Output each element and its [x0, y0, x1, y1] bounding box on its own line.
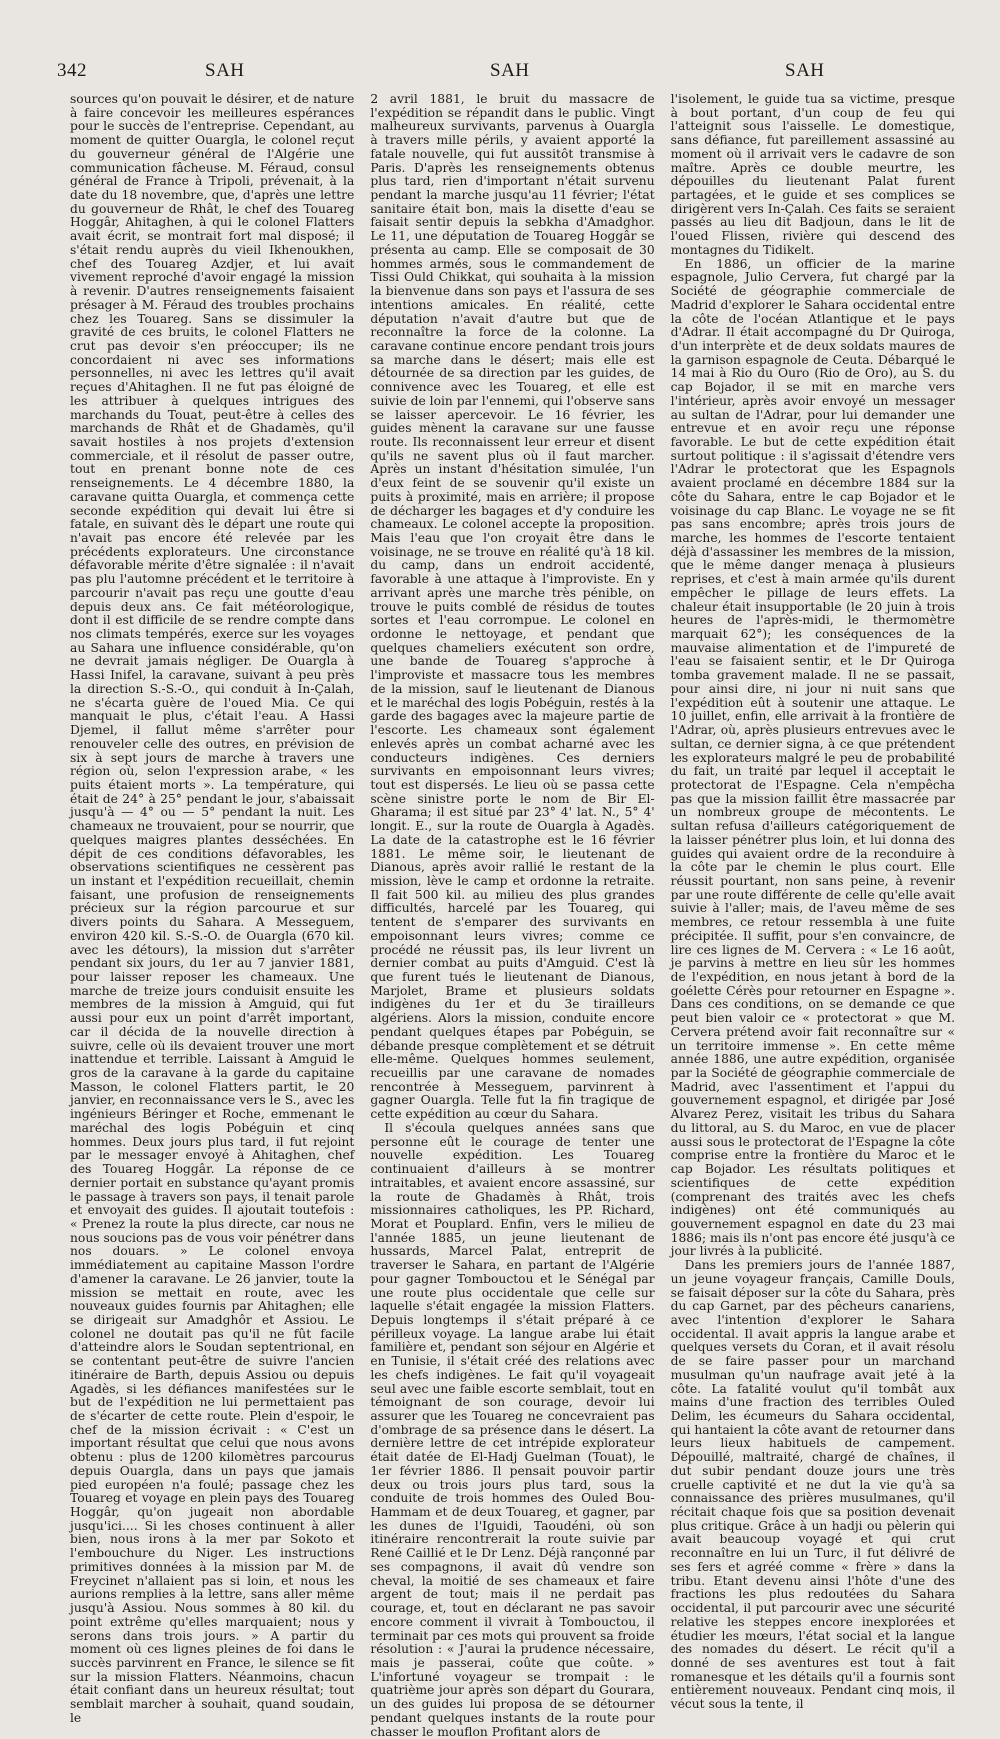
paragraph: Il s'écoula quelques années sans que personne eût le courage de tenter une nouvelle expédition. Les Touareg continuaient d'ailleurs à se montrer intraitables, et avaient encore assassiné, sur la route de Ghadamès à Rhât, trois missionnaires catholiques, les PP. Richard, Morat et Pouplard. Enfin, vers le milieu de l'année 1885, un jeune lieutenant de hussards, Marcel Palat, entreprit de traverser le Sahara, en partant de l'Algérie pour gagner Tombouctou et le Sénégal par une route plus occidentale que celle sur laquelle s'était engagée la mission Flatters. Depuis longtemps il s'était préparé à ce périlleux voyage. La langue arabe lui était familière et, pendant son séjour en Algérie et en Tunisie, il s'était créé des relations avec les chefs indigènes. Le fait qu'il voyageait seul avec une faible escorte semblait, tout en témoignant de son courage, devoir lui assurer que les Touareg ne concevraient pas d'ombrage de sa présence dans le désert. La dernière lettre de cet intrépide explorateur était datée de El-Hadj Guelman (Touat), le 1er février 1886. Il pensait pouvoir partir deux ou trois jours plus tard, sous la conduite de trois hommes des Ouled Bou-Hammam et de deux Touareg, et gagner, par les dunes de l'Iguidi, Taoudéni, où son itinéraire rencontrerait la route suivie par René Caillié et le Dr Lenz. Déjà rançonné par ses compagnons, il avait dû vendre son cheval, la moitié de ses chameaux et faire argent de tout; mais il ne perdait pas courage, et, tout en déclarant ne pas savoir encore comment il vivrait à Tombouctou, il terminait par ces mots qui prouvent sa froide résolution : « J'aurai la prudence nécessaire, mais je passerai, coûte que coûte. » L'infortuné voyageur se trompait : le quatrième jour après son départ du Gourara, un des guides lui proposa de se détourner pendant quelques instants de la route pour chasser le mouflon Profitant alors de — [370, 1120, 655, 1739]
paragraph: Dans les premiers jours de l'année 1887, un jeune voyageur français, Camille Douls, se faisait déposer sur la côte du Sahara, près du cap Garnet, par des pêcheurs canariens, avec l'intention d'explorer le Sahara occidental. Il avait appris la langue arabe et quelques versets du Coran, et il avait résolu de se faire passer pour un marchand musulman qu'un naufrage avait jeté à la côte. La fatalité voulut qu'il tombât aux mains d'une fraction des terribles Ouled Delim, les écumeurs du Sahara occidental, qui hantaient la côte avant de retourner dans leurs lieux habituels de campement. Dépouillé, maltraité, chargé de chaînes, il dut subir pendant douze jours une très cruelle captivité et ne dut la vie qu'à sa connaissance des prières musulmanes, qu'il récitait chaque fois que sa position devenait plus critique. Grâce à un hadji ou pèlerin qui avait beaucoup voyagé et qui crut reconnaître en lui un Turc, il fut délivré de ses fers et agréé comme « frère » dans la tribu. Etant devenu ainsi l'hôte d'une des fractions les plus redoutées du Sahara occidental, il put parcourir avec une sécurité relative les steppes encore inexplorées et étudier les mœurs, l'état social et la langue des nomades du désert. Le récit qu'il a donné de ses aventures est tout à fait romanesque et les détails qu'il a fournis sont entièrement nouveaux. Pendant cinq mois, il vécut sous la tente, il — [670, 1258, 955, 1712]
column-right — [670, 92, 955, 1712]
header-center: SAH — [490, 60, 530, 81]
running-header — [57, 60, 970, 82]
header-right: SAH — [785, 60, 825, 81]
paragraph: 2 avril 1881, le bruit du massacre de l'expédition se répandit dans le public. Vingt malheureux survivants, parvenus à Ouargla à travers mille périls, y avaient apporté la fatale nouvelle, qui fut aussitôt transmise à Paris. D'après les renseignements obtenus plus tard, rien d'important n'était survenu pendant la marche jusqu'au 11 février; l'état sanitaire était bon, mais la disette d'eau se faisait sentir depuis la sebkha d'Amadghor. Le 11, une députation de Touareg Hoggâr se présenta au camp. Elle se composait de 30 hommes armés, sous le commandement de Tissi Ould Chikkat, qui souhaita à la mission la bienvenue dans son pays et l'assura de ses intentions amicales. En réalité, cette députation n'avait d'autre but que de reconnaître la force de la colonne. La caravane continue encore pendant trois jours sa marche dans le désert; mais elle est détournée de sa direction par les guides, de connivence avec les Touareg, et elle est suivie de loin par l'ennemi, qui l'observe sans se laisser apercevoir. Le 16 février, les guides mènent la caravane sur une fausse route. Ils reconnaissent leur erreur et disent qu'ils ne savent plus où il faut marcher. Après un instant d'hésitation simulée, l'un d'eux feint de se souvenir qu'il existe un puits à proximité, mais en arrière; il propose de décharger les bagages et d'y conduire les chameaux. Le colonel accepte la proposition. Mais l'eau que l'on croyait être dans le voisinage, ne se trouve en réalité qu'à 18 kil. du camp, dans un endroit accidenté, favorable à une attaque à l'improviste. En y arrivant après une marche très pénible, on trouve le puits comblé de résidus de toutes sortes et l'eau corrompue. Le colonel en ordonne le nettoyage, et pendant que quelques chameliers exécutent son ordre, une bande de Touareg s'approche à l'improviste et massacre tous les membres de la mission, sauf le lieutenant de Dianous et le maréchal des logis Pobéguin, restés à la garde des bagages avec la majeure partie de l'escorte. Les chameaux sont également enlevés après un combat acharné avec les conducteurs indigènes. Ces derniers survivants en empoisonnant leurs vivres; tout est dispersés. Le lieu où se passa cette scène sinistre porte le nom de Bir El-Gharama; il est situé par 23° 4' lat. N., 5° 4' longit. E., sur la route de Ouargla à Agadès. La date de la catastrophe est le 16 février 1881. Le même soir, le lieutenant de Dianous, après avoir rallié le restant de la mission, lève le camp et ordonne la retraite. Il fait 500 kil. au milieu des plus grandes difficultés, harcelé par les Touareg, qui tentent de s'emparer des survivants en empoisonnant leurs vivres; comme ce procédé ne réussit pas, ils leur livrent un dernier combat au puits d'Amguid. C'est là que furent tués le lieutenant de Dianous, Marjolet, Brame et plusieurs soldats indigènes du 1er et du 3e tirailleurs algériens. Alors la mission, conduite encore pendant quelques étapes par Pobéguin, se débande presque complètement et se détruit elle-même. Quelques hommes seulement, recueillis par une caravane de nomades rencontrée à Messeguem, parvinrent à gagner Ouargla. Telle fut la fin tragique de cette expédition au cœur du Sahara. — [370, 92, 655, 1122]
paragraph: sources qu'on pouvait le désirer, et de nature à faire concevoir les meilleures espérances pour le succès de l'entreprise. Cependant, au moment de quitter Ouargla, le colonel reçut du gouverneur général de l'Algérie une communication fâcheuse. M. Féraud, consul général de France à Tripoli, prévenait, à la date du 18 novembre, que, d'après une lettre du gouverneur de Rhât, le chef des Touareg Hoggâr, Ahitaghen, à qui le colonel Flatters avait écrit, se montrait fort mal disposé; il s'était rendu auprès du vieil Ikhenoukhen, chef des Touareg Azdjer, et lui avait vivement reproché d'avoir engagé la mission à revenir. D'autres renseignements faisaient présager à M. Féraud des troubles prochains chez les Touareg. Sans se dissimuler la gravité de ces bruits, le colonel Flatters ne crut pas devoir s'en préoccuper; ils ne concordaient ni avec ses informations personnelles, ni avec les lettres qu'il avait reçues d'Ahitaghen. Il ne fut pas éloigné de les attribuer à quelques intrigues des marchands du Touat, peut-être à celles des marchands de Rhât et de Ghadamès, qu'il savait hostiles à nos projets d'extension commerciale, et il résolut de passer outre, tout en prenant bonne note de ces renseignements. Le 4 décembre 1880, la caravane quitta Ouargla, et commença cette seconde expédition qui devait lui être si fatale, en suivant dès le départ une route qui n'avait pas encore été relevée par les précédents explorateurs. Une circonstance défavorable mérite d'être signalée : il n'avait pas plu l'automne précédent et le territoire à parcourir n'avait pas reçu une goutte d'eau depuis deux ans. Ce fait météorologique, dont il est difficile de se rendre compte dans nos climats tempérés, exerce sur les voyages au Sahara une influence considérable, qu'on ne devrait jamais négliger. De Ouargla à Hassi Inifel, la caravane, suivant à peu près la direction S.-S.-O., qui conduit à In-Çalah, ne s'écarta guère de l'oued Mia. Ce qui manquait le plus, c'était l'eau. A Hassi Djemel, il fallut même s'arrêter pour renouveler celle des outres, en prévision de six à sept jours de marche à travers une région où, selon l'expression arabe, « les puits étaient morts ». La température, qui était de 24° à 25° pendant le jour, s'abaissait jusqu'à — 4° ou — 5° pendant la nuit. Les chameaux ne trouvaient, pour se nourrir, que quelques maigres plantes desséchées. En dépit de ces conditions défavorables, les observations scientifiques ne cessèrent pas un instant et l'expédition recueillait, chemin faisant, une profusion de renseignements précieux sur la région parcourue et sur divers points du Sahara. A Messeguem, environ 420 kil. S.-S.-O. de Ouargla (670 kil. avec les détours), la mission dut s'arrêter pendant six jours, du 1er au 7 janvier 1881, pour laisser reposer les chameaux. Une marche de treize jours conduisit ensuite les membres de la mission à Amguid, qui fut aussi pour eux un point d'arrêt important, car il décida de la nouvelle direction à suivre, celle où ils devaient trouver une mort inattendue et terrible. Laissant à Amguid le gros de la caravane à la garde du capitaine Masson, le colonel Flatters partit, le 20 janvier, en reconnaissance vers le S., avec les ingénieurs Béringer et Roche, emmenant le maréchal des logis Pobéguin et cinq hommes. Deux jours plus tard, il fut rejoint par le messager envoyé à Ahitaghen, chef des Touareg Hoggâr. La réponse de ce dernier portait en substance qu'ayant promis le passage à travers son pays, il tenait parole et envoyait des guides. Il ajoutait toutefois : « Prenez la route la plus directe, car nous ne nous soucions pas de vous voir pénétrer dans nos douars. » Le colonel envoya immédiatement au capitaine Masson l'ordre d'amener la caravane. Le 26 janvier, toute la mission se mettait en route, avec les nouveaux guides fournis par Ahitaghen; elle se dirigeait sur Amadghôr et Assiou. Le colonel ne doutait pas qu'il ne fût facile d'atteindre alors le Soudan septentrional, en se contentant peut-être de suivre l'ancien itinéraire de Barth, depuis Assiou ou depuis Agadès, si les défiances manifestées sur le but de l'expédition ne lui permettaient pas de s'écarter de cette route. Plein d'espoir, le chef de la mission écrivait : « C'est un important résultat que celui que nous avons obtenu : plus de 1200 kilomètres parcourus depuis Ouargla, dans un pays que jamais pied européen n'a foulé; passage chez les Touareg et voyage en plein pays des Touareg Hoggâr, qu'on jugeait non abordable jusqu'ici.... Si les choses continuent à aller bien, nous irons à la mer par Sokoto et l'embouchure du Niger. Les instructions primitives données à la mission par M. de Freycinet n'allaient pas si loin, et nous les aurions remplies à la lettre, sans aller même jusqu'à Assiou. Nous sommes à 80 kil. du point extrême qu'elles marquaient; nous y serons dans trois jours. » A partir du moment où ces lignes pleines de foi dans le succès parvinrent en France, le silence se fit sur la mission Flatters. Néanmoins, chacun était confiant dans un heureux résultat; tout semblait marcher à souhait, quand soudain, le — [70, 92, 355, 1725]
column-center — [370, 92, 655, 1739]
page-number: 342 — [57, 60, 87, 81]
paragraph: l'isolement, le guide tua sa victime, presque à bout portant, d'un coup de feu qui l'atteignit sous l'aisselle. Le domestique, sans défiance, fut pareillement assassiné au moment où il arrivait vers le cadavre de son maître. Après ce double meurtre, les dépouilles du lieutenant Palat furent partagées, et le guide et ses complices se dirigèrent vers In-Çalah. Ces faits se seraient passés au lieu dit Badjoun, dans le lit de l'oued Flissen, rivière qui descend des montagnes du Tidikelt. — [670, 92, 955, 257]
paragraph: En 1886, un officier de la marine espagnole, Julio Cervera, fut chargé par la Société de géographie commerciale de Madrid d'explorer le Sahara occidental entre la côte de l'océan Atlantique et le pays d'Adrar. Il était accompagné du Dr Quiroga, d'un interprète et de deux soldats maures de la garnison espagnole de Ceuta. Débarqué le 14 mai à Rio du Ouro (Rio de Oro), au S. du cap Bojador, il se mit en marche vers l'intérieur, après avoir envoyé un messager au sultan de l'Adrar, pour lui demander une entrevue et en avoir reçu une réponse favorable. Le but de cette expédition était surtout politique : il s'agissait d'étendre vers l'Adrar le protectorat que les Espagnols avaient proclamé en décembre 1884 sur la côte du Sahara, entre le cap Bojador et le voisinage du cap Blanc. Le voyage ne se fit pas sans encombre; après trois jours de marche, les hommes de l'escorte tentaient déjà d'assassiner les membres de la mission, que le même danger menaça à plusieurs reprises, et c'est à main armée qu'ils durent empêcher le pillage de leurs effets. La chaleur était insupportable (le 20 juin à trois heures de l'après-midi, le thermomètre marquait 62°); les conséquences de la mauvaise alimentation et de l'impureté de l'eau se faisaient sentir, et le Dr Quiroga tomba gravement malade. Il ne se passait, pour ainsi dire, ni jour ni nuit sans que l'expédition eût à soutenir une attaque. Le 10 juillet, enfin, elle arrivait à la frontière de l'Adrar, où, après plusieurs entrevues avec le sultan, ce dernier signa, à ce que prétendent les explorateurs malgré le peu de probabilité du fait, un traité par lequel il acceptait le protectorat de l'Espagne. Cela n'empêcha pas que la mission faillit être massacrée par un nombreux groupe de mécontents. Le sultan refusa d'ailleurs catégoriquement de la laisser pénétrer plus loin, et lui donna des guides qui avaient ordre de la reconduire à la côte par le chemin le plus court. Elle réussit pourtant, non sans peine, à revenir par une route différente de celle qu'elle avait suivie à l'aller; mais, de l'aveu même de ses membres, ce retour ressembla à une fuite précipitée. Il suffit, pour s'en convaincre, de lire ces lignes de M. Cervera : « Le 16 août, je parvins à mettre en lieu sûr les hommes de l'expédition, en nous jetant à bord de la goélette Cérès pour retourner en Espagne ». Dans ces conditions, on se demande ce que peut bien valoir ce « protectorat » que M. Cervera prétend avoir fait reconnaître sur « un territoire immense ». En cette même année 1886, une autre expédition, organisée par la Société de géographie commerciale de Madrid, avec l'assentiment et l'appui du gouvernement espagnol, et dirigée par José Alvarez Perez, visitait les tribus du Sahara du littoral, au S. du Maroc, en vue de placer aussi sous le protectorat de l'Espagne la côte comprise entre la frontière du Maroc et le cap Bojador. Les résultats politiques et scientifiques de cette expédition (comprenant des traités avec les chefs indigènes) ont été communiqués au gouvernement espagnol en date du 23 mai 1886; mais ils n'ont pas encore été jusqu'à ce jour livrés à la publicité. — [670, 256, 955, 1259]
header-left: SAH — [205, 60, 245, 81]
text-columns — [70, 92, 955, 1739]
column-left — [70, 92, 355, 1725]
